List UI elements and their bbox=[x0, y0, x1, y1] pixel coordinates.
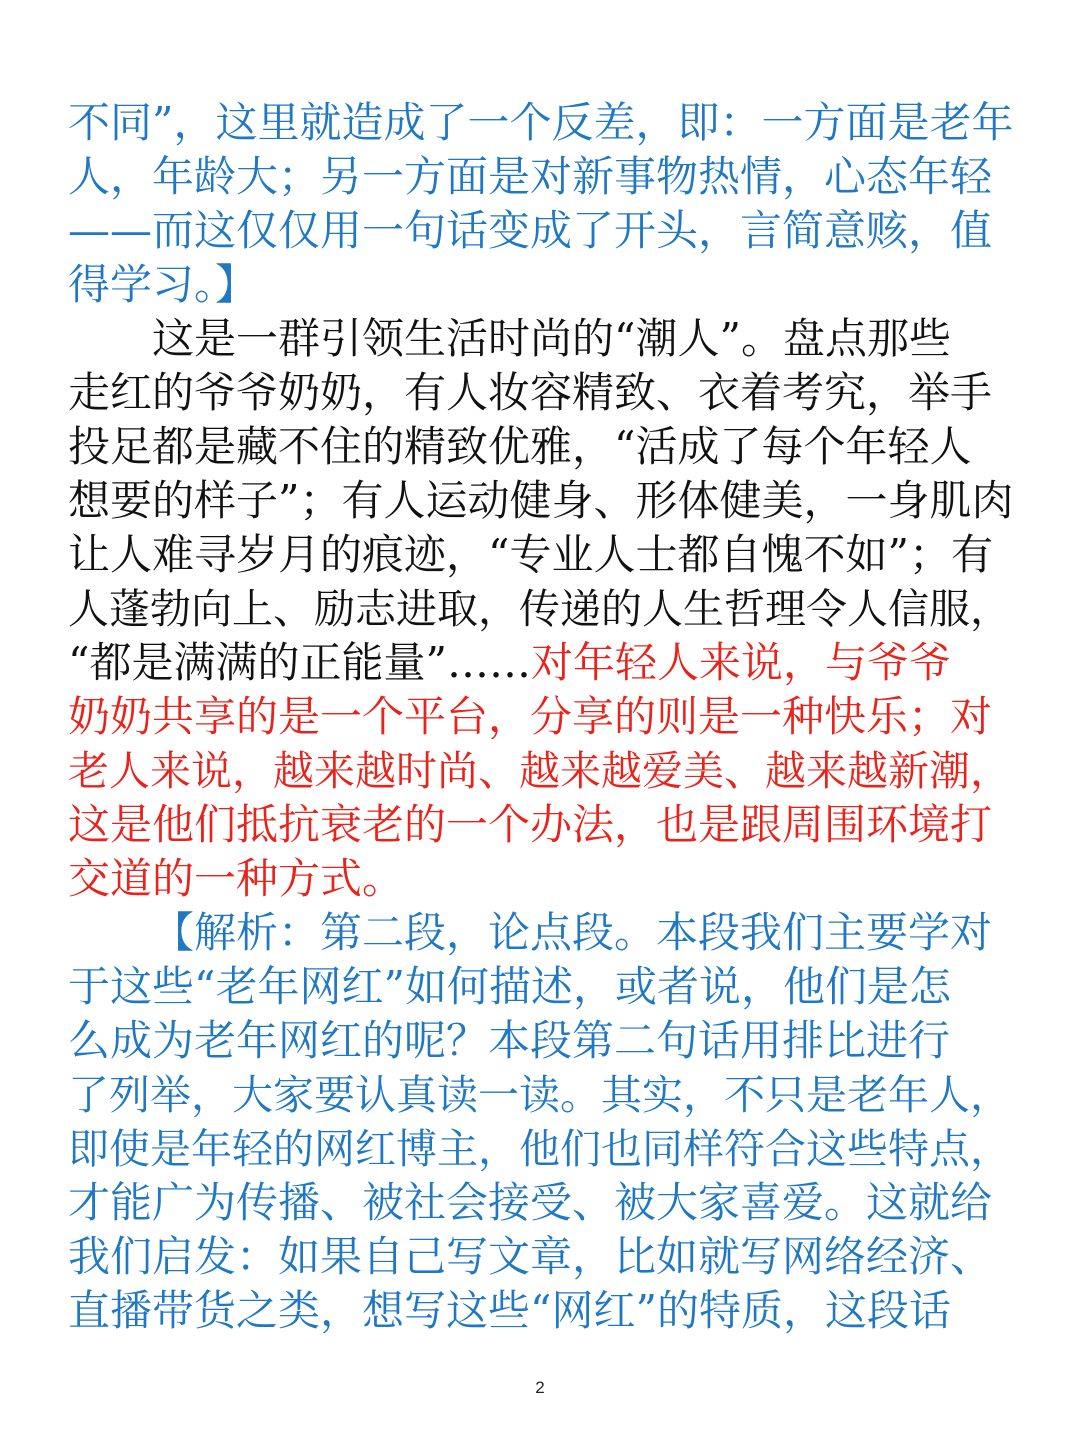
body-line: 想要的样子”；有人运动健身、形体健美，一身肌肉 bbox=[68, 476, 1014, 525]
analysis-line: 才能广为传播、被社会接受、被大家喜爱。这就给 bbox=[68, 1178, 993, 1227]
body-line: 走红的爷爷奶奶，有人妆容精致、衣着考究，举手 bbox=[68, 368, 993, 417]
analysis-line: 么成为老年网红的呢？本段第二句话用排比进行 bbox=[68, 1016, 951, 1065]
body-line: 这是一群引领生活时尚的“潮人”。盘点那些 bbox=[152, 314, 951, 363]
analysis-line: 得学习。】 bbox=[68, 260, 258, 309]
analysis-line: 直播带货之类，想写这些“网红”的特质，这段话 bbox=[68, 1286, 951, 1335]
highlight-text-segment: 对年轻人来说，与爷爷 bbox=[530, 638, 951, 687]
analysis-line: 人，年龄大；另一方面是对新事物热情，心态年轻 bbox=[68, 152, 993, 201]
mixed-line bbox=[68, 636, 1016, 690]
body-line: 让人难寻岁月的痕迹，“专业人士都自愧不如”；有 bbox=[68, 530, 993, 579]
analysis-line: 不同”，这里就造成了一个反差，即：一方面是老年 bbox=[68, 98, 1014, 147]
body-line: 投足都是藏不住的精致优雅，“活成了每个年轻人 bbox=[68, 422, 972, 471]
analysis-line: 即使是年轻的网红博主，他们也同样符合这些特点， bbox=[68, 1125, 1011, 1173]
analysis-line: 【解析：第二段，论点段。本段我们主要学对 bbox=[152, 908, 993, 957]
body-line: 人蓬勃向上、励志进取，传递的人生哲理令人信服， bbox=[68, 585, 1011, 633]
highlight-line: 交道的一种方式。 bbox=[68, 854, 405, 903]
body-text-segment: “都是满满的正能量”…… bbox=[68, 638, 531, 687]
analysis-line: 我们启发：如果自己写文章，比如就写网络经济、 bbox=[68, 1232, 993, 1281]
highlight-line: 这是他们抵抗衰老的一个办法，也是跟周围环境打 bbox=[68, 800, 993, 849]
analysis-line: 于这些“老年网红”如何描述，或者说，他们是怎 bbox=[68, 962, 951, 1011]
highlight-line: 奶奶共享的是一个平台，分享的则是一种快乐；对 bbox=[68, 692, 993, 741]
page-number: 2 bbox=[535, 1378, 545, 1397]
analysis-line: ——而这仅仅用一句话变成了开头，言简意赅，值 bbox=[68, 206, 993, 255]
highlight-line: 老人来说，越来越时尚、越来越爱美、越来越新潮， bbox=[68, 747, 1011, 795]
analysis-line: 了列举，大家要认真读一读。其实，不只是老年人， bbox=[68, 1071, 1011, 1119]
